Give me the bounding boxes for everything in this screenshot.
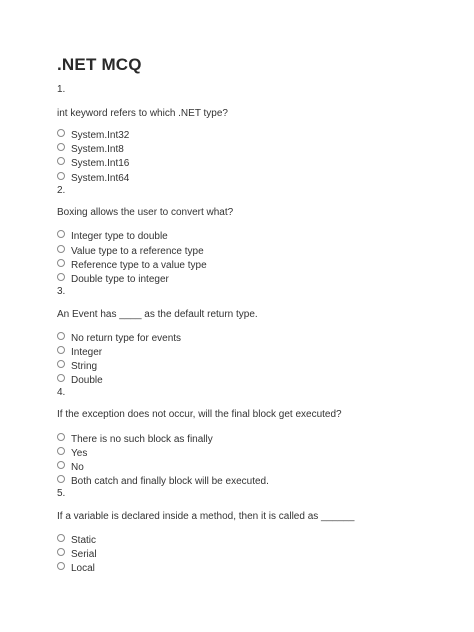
radio-icon[interactable]	[57, 259, 65, 267]
option-label: Both catch and finally block will be executed.	[71, 475, 269, 487]
question-2-text: Boxing allows the user to convert what?	[57, 207, 234, 218]
option-label: Serial	[71, 548, 97, 560]
radio-icon[interactable]	[57, 143, 65, 151]
option-label: There is no such block as finally	[71, 433, 213, 445]
question-1-text: int keyword refers to which .NET type?	[57, 108, 228, 119]
option-label: Yes	[71, 447, 88, 459]
radio-icon[interactable]	[57, 273, 65, 281]
question-3-option-1[interactable]	[57, 332, 181, 344]
question-4-text: If the exception does not occur, will the final block get executed?	[57, 409, 342, 420]
option-label: Integer type to double	[71, 230, 168, 242]
radio-icon[interactable]	[57, 433, 65, 441]
question-2-option-3[interactable]	[57, 259, 207, 271]
question-4-number: 4.	[57, 387, 66, 398]
question-3-option-3[interactable]	[57, 360, 97, 372]
question-2-option-1[interactable]	[57, 230, 168, 242]
option-label: System.Int64	[71, 172, 130, 184]
question-1-number: 1.	[57, 84, 66, 95]
option-label: String	[71, 360, 98, 372]
option-label: No	[71, 461, 84, 473]
radio-icon[interactable]	[57, 374, 65, 382]
radio-icon[interactable]	[57, 360, 65, 368]
question-2-number: 2.	[57, 185, 66, 196]
radio-icon[interactable]	[57, 129, 65, 137]
option-label: System.Int32	[71, 129, 130, 141]
radio-icon[interactable]	[57, 548, 65, 556]
question-4-option-1[interactable]	[57, 433, 213, 445]
question-1-option-3[interactable]	[57, 157, 129, 169]
radio-icon[interactable]	[57, 562, 65, 570]
radio-icon[interactable]	[57, 534, 65, 542]
radio-icon[interactable]	[57, 475, 65, 483]
option-label: Local	[71, 562, 95, 574]
option-label: Value type to a reference type	[71, 245, 204, 257]
question-3-option-4[interactable]	[57, 374, 103, 386]
question-5-number: 5.	[57, 488, 66, 499]
option-label: Double	[71, 374, 103, 386]
radio-icon[interactable]	[57, 245, 65, 253]
radio-icon[interactable]	[57, 447, 65, 455]
question-4-option-3[interactable]	[57, 461, 84, 473]
radio-icon[interactable]	[57, 230, 65, 238]
option-label: Integer	[71, 346, 103, 358]
page-title: .NET MCQ	[57, 55, 142, 74]
option-label: Reference type to a value type	[71, 259, 207, 271]
question-1-option-1[interactable]	[57, 129, 129, 141]
question-2-option-4[interactable]	[57, 273, 169, 285]
radio-icon[interactable]	[57, 346, 65, 354]
question-5-option-3[interactable]	[57, 562, 95, 574]
radio-icon[interactable]	[57, 172, 65, 180]
radio-icon[interactable]	[57, 157, 65, 165]
option-label: No return type for events	[71, 332, 182, 344]
option-label: Static	[71, 534, 97, 546]
question-3-number: 3.	[57, 286, 66, 297]
radio-icon[interactable]	[57, 461, 65, 469]
question-5-option-1[interactable]	[57, 534, 96, 546]
question-4-option-4[interactable]	[57, 475, 269, 487]
radio-icon[interactable]	[57, 332, 65, 340]
question-3-option-2[interactable]	[57, 346, 102, 358]
option-label: System.Int8	[71, 143, 124, 155]
question-1-option-4[interactable]	[57, 172, 129, 184]
question-5-text: If a variable is declared inside a method, then it is called as ______	[57, 511, 355, 522]
question-1-option-2[interactable]	[57, 143, 124, 155]
question-2-option-2[interactable]	[57, 245, 204, 257]
option-label: Double type to integer	[71, 273, 169, 285]
question-4-option-2[interactable]	[57, 447, 87, 459]
question-3-text: An Event has ____ as the default return type.	[57, 309, 258, 320]
question-5-option-2[interactable]	[57, 548, 97, 560]
option-label: System.Int16	[71, 157, 130, 169]
